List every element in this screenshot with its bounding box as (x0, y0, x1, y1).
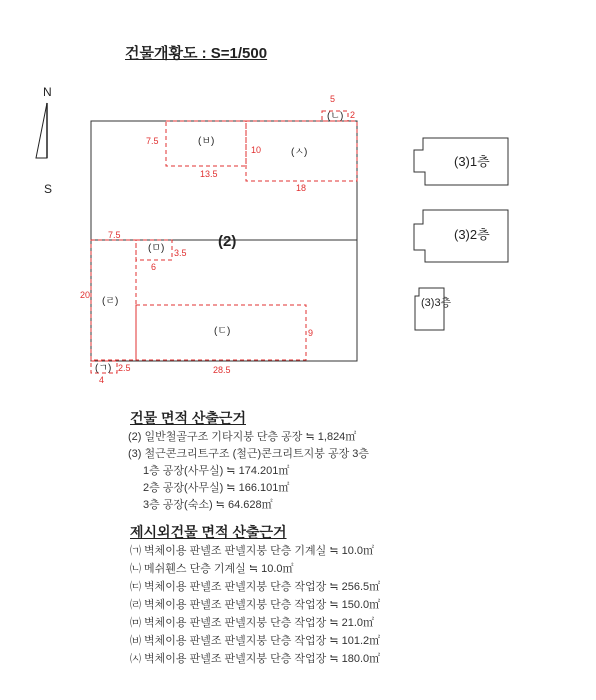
dim-10: 10 (251, 145, 262, 155)
label-di: (ㄷ) (214, 326, 231, 337)
extra-building-line-5: ㈄ 벽체이용 판넬조 판넬지붕 단층 작업장 ≒ 21.0㎡ (130, 617, 375, 629)
building-area-line-5: 3층 공장(숙소) ≒ 64.628㎡ (143, 499, 273, 511)
building-area-line-4: 2층 공장(사무실) ≒ 166.101㎡ (143, 482, 290, 494)
floor2-label: (3)2층 (454, 227, 490, 242)
dim-20: 20 (80, 290, 91, 300)
building-area-line-2: (3) 철근콘크리트구조 (철근)콘크리트지붕 공장 3층 (128, 448, 370, 460)
dim-3-5: 3.5 (174, 248, 187, 258)
label-gi: (ㄱ) (95, 363, 112, 374)
dim-4: 4 (99, 375, 105, 385)
extra-building-line-2: ㈁ 메쉬휀스 단층 기계실 ≒ 10.0㎡ (130, 563, 294, 575)
extra-building-heading: 제시외건물 면적 산출근거 (130, 524, 287, 540)
extra-building-line-6: ㈅ 벽체이용 판넬조 판넬지붕 단층 작업장 ≒ 101.2㎡ (130, 635, 381, 647)
dim-6: 6 (151, 262, 157, 272)
floor1-label: (3)1층 (454, 154, 490, 169)
dim-28-5: 28.5 (213, 365, 231, 375)
label-mi: (ㅁ) (148, 243, 165, 254)
label-bu: (ㅂ) (198, 136, 215, 147)
dim-2-5: 2.5 (118, 363, 131, 373)
extra-building-line-3: ㈂ 벽체이용 판넬조 판넬지붕 단층 작업장 ≒ 256.5㎡ (130, 581, 381, 593)
floor3-label: (3)3층 (421, 297, 452, 309)
label-sa: (ㅅ) (291, 147, 308, 158)
dim-9: 9 (308, 328, 314, 338)
building-area-heading: 건물 면적 산출근거 (130, 410, 246, 426)
building-area-line-1: (2) 일반철골구조 기타지붕 단층 공장 ≒ 1,824㎡ (128, 431, 357, 443)
compass-south: S (44, 182, 53, 196)
label-ni: (ㄴ) (327, 111, 344, 122)
extra-building-line-7: ㈆ 벽체이용 판넬조 판넬지붕 단층 작업장 ≒ 180.0㎡ (130, 653, 381, 665)
floor3-outline (415, 288, 444, 330)
dim-2: 2 (350, 110, 356, 120)
dim-13-5: 13.5 (200, 169, 218, 179)
dim-5: 5 (330, 94, 336, 104)
dim-18: 18 (296, 183, 307, 193)
north-arrow-icon (36, 103, 47, 158)
compass-north: N (43, 85, 52, 99)
dim-7-5-top: 7.5 (146, 136, 159, 146)
drawing-title: 건물개황도 : S=1/500 (125, 45, 268, 62)
label-ri: (ㄹ) (102, 296, 119, 307)
extra-building-line-1: ㈀ 벽체이용 판넬조 판넬지붕 단층 기계실 ≒ 10.0㎡ (130, 545, 375, 557)
main-building-label: (2) (218, 233, 237, 250)
dim-7-5-mid: 7.5 (108, 230, 121, 240)
extra-building-line-4: ㈃ 벽체이용 판넬조 판넬지붕 단층 작업장 ≒ 150.0㎡ (130, 599, 381, 611)
building-area-line-3: 1층 공장(사무실) ≒ 174.201㎡ (143, 465, 290, 477)
